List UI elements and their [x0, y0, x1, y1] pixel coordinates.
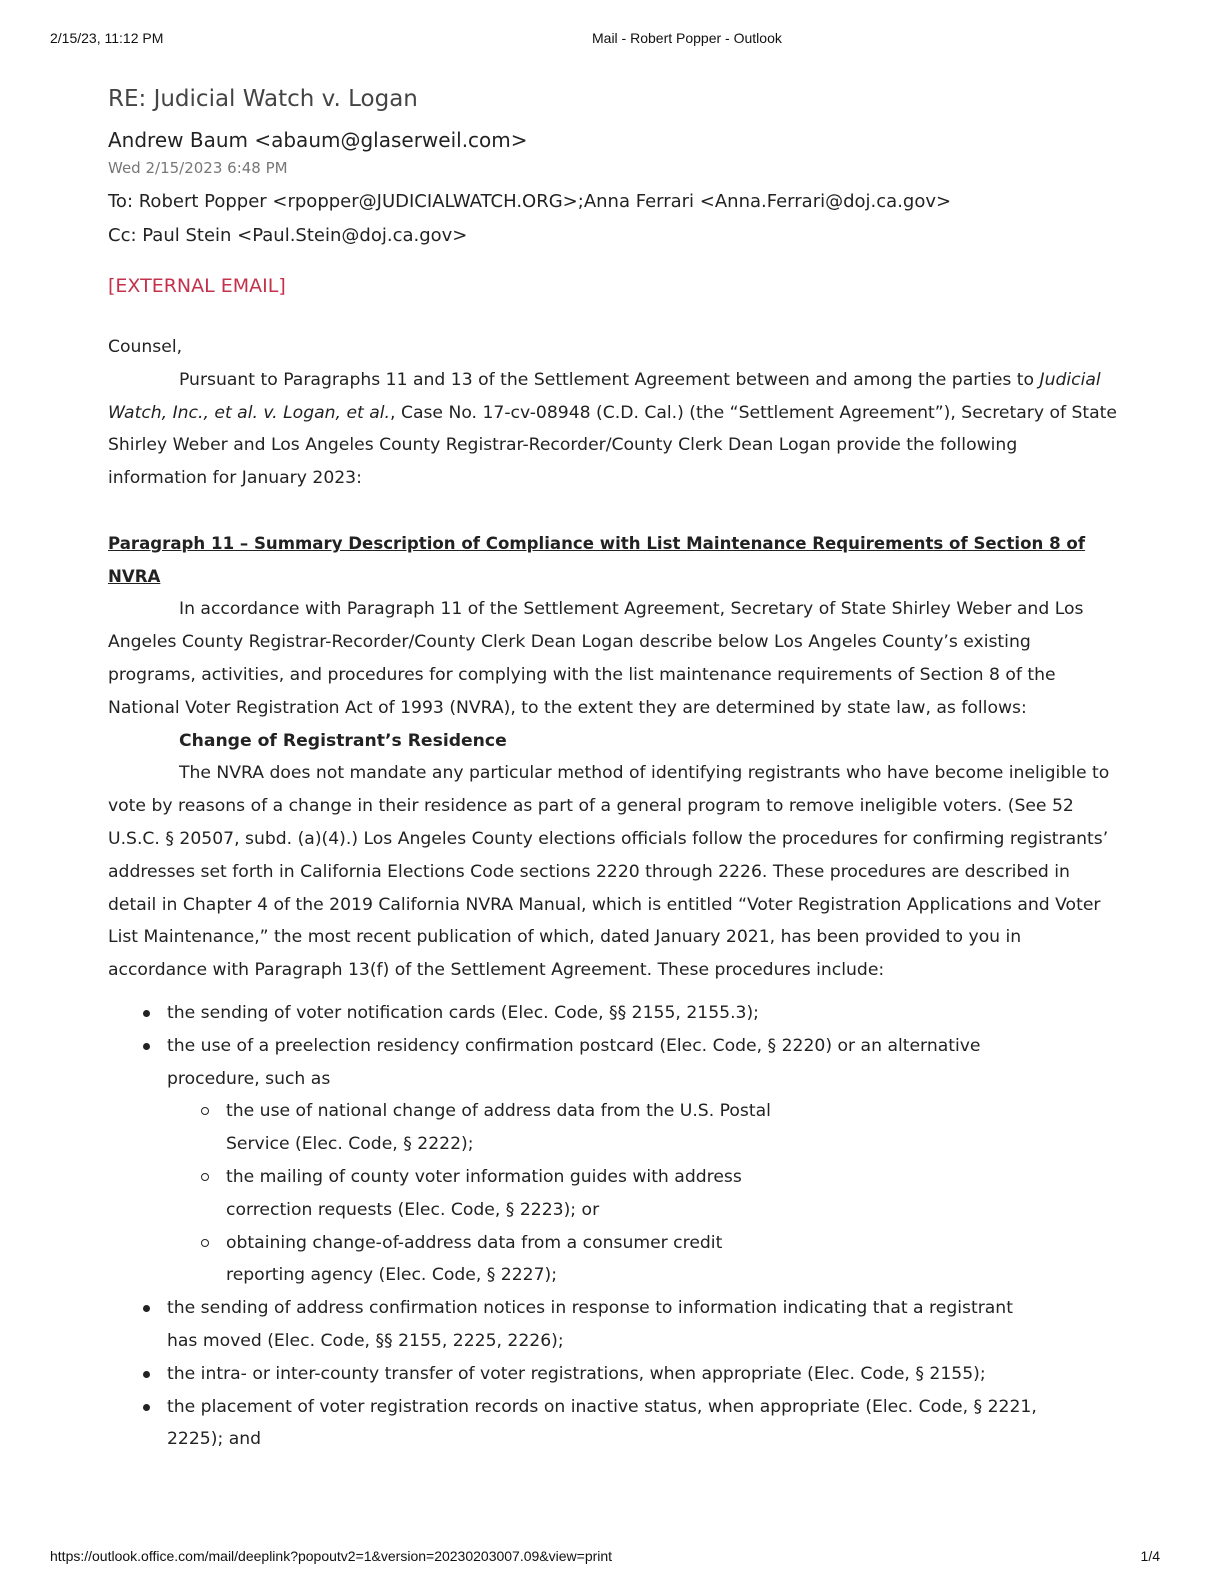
- sub-list-item: obtaining change-of-address data from a consumer credit reporting agency (Elec. Code, § 2227);: [226, 1227, 1118, 1293]
- email-body: [108, 331, 1118, 1456]
- email-sender[interactable]: Andrew Baum <abaum@glaserweil.com>: [108, 128, 528, 152]
- section-paragraph: In accordance with Paragraph 11 of the Settlement Agreement, Secretary of State Shirley Weber and Los Angeles County Registrar-Recorder/County Clerk Dean Logan describe below Los Angeles County’s existing programs, activities, and procedures for complying with the list maintenance requirements of Section 8 of the National Voter Registration Act of 1993 (NVRA), to the extent they are determined by state law, as follows:: [108, 599, 1084, 718]
- list-item: the intra- or inter-county transfer of voter registrations, when appropriate (Elec. Code, § 2155);: [167, 1358, 1118, 1391]
- intro-paragraph: [108, 364, 1118, 495]
- email-message: [108, 86, 1118, 1456]
- list-item: the sending of voter notification cards (Elec. Code, §§ 2155, 2155.3);: [167, 997, 1118, 1030]
- email-subject: RE: Judicial Watch v. Logan: [108, 86, 418, 112]
- print-page-title: Mail - Robert Popper - Outlook: [592, 30, 782, 46]
- email-recipients-cc[interactable]: Cc: Paul Stein <Paul.Stein@doj.ca.gov>: [108, 225, 468, 246]
- intro-text-2: , Case No. 17-cv-08948 (C.D. Cal.) (the “Settlement Agreement”), Secretary of State Shirley Weber and Los Angeles County Registrar-Recorder/County Clerk Dean Logan provide the following information for January 2023:: [108, 402, 1118, 489]
- email-recipients-to[interactable]: To: Robert Popper <rpopper@JUDICIALWATCH.ORG>;Anna Ferrari <Anna.Ferrari@doj.ca.gov>: [108, 191, 952, 212]
- print-footer: [0, 1548, 1224, 1568]
- list-item: the use of a preelection residency confirmation postcard (Elec. Code, § 2220) or an alternative procedure, such as the use of national change of address data from the U.S. Postal Service (Elec. Code, § 2222); the mailing of county voter information guides with address correction requests (Elec. Code, § 2223); or obtaining change-of-address data from a consumer credit reporting agency (Elec. Code, § 2227);: [167, 1030, 1118, 1292]
- print-timestamp: 2/15/23, 11:12 PM: [50, 30, 164, 46]
- salutation: Counsel,: [108, 337, 183, 357]
- email-date: Wed 2/15/2023 6:48 PM: [108, 159, 288, 177]
- sub-list-item: the mailing of county voter information guides with address correction requests (Elec. Code, § 2223); or: [226, 1161, 1118, 1227]
- subheading: Change of Registrant’s Residence: [179, 730, 507, 751]
- case-name: Judicial Watch, Inc., et al. v. Logan, et al.: [108, 369, 1101, 423]
- list-item: the placement of voter registration records on inactive status, when appropriate (Elec. Code, § 2221, 2225); and: [167, 1391, 1118, 1457]
- external-email-tag: [EXTERNAL EMAIL]: [108, 275, 286, 297]
- sub-list-item: the use of national change of address data from the U.S. Postal Service (Elec. Code, § 2222);: [226, 1095, 1118, 1161]
- intro-text-1: Pursuant to Paragraphs 11 and 13 of the Settlement Agreement between and among the parties to: [179, 369, 1040, 390]
- procedures-list: [108, 997, 1118, 1456]
- print-url: https://outlook.office.com/mail/deeplink?popoutv2=1&version=20230203007.09&view=print: [50, 1548, 613, 1564]
- residence-paragraph: The NVRA does not mandate any particular method of identifying registrants who have become ineligible to vote by reasons of a change in their residence as part of a general program to remove ineligible voters. (See 52 U.S.C. § 20507, subd. (a)(4).) Los Angeles County elections officials follow the procedures for confirming registrants’ addresses set forth in California Elections Code sections 2220 through 2226. These procedures are described in detail in Chapter 4 of the 2019 California NVRA Manual, which is entitled “Voter Registration Applications and Voter List Maintenance,” the most recent publication of which, dated January 2021, has been provided to you in accordance with Paragraph 13(f) of the Settlement Agreement. These procedures include:: [108, 763, 1110, 981]
- list-item: the sending of address confirmation notices in response to information indicating that a registrant has moved (Elec. Code, §§ 2155, 2225, 2226);: [167, 1292, 1118, 1358]
- alternative-procedures-list: [167, 1095, 1118, 1292]
- section-heading: Paragraph 11 – Summary Description of Compliance with List Maintenance Requirements of Section 8 of NVRA: [108, 533, 1086, 586]
- page-number: 1/4: [1140, 1548, 1160, 1564]
- print-header: [0, 30, 1224, 50]
